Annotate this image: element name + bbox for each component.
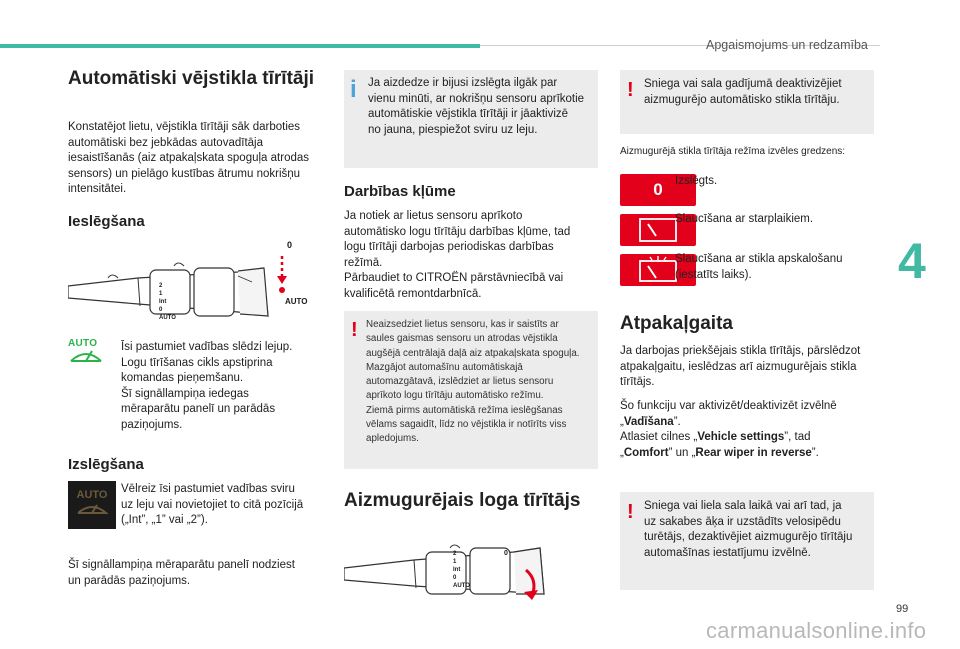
off-instructions: Vēlreiz īsi pastumiet vadības sviru uz leju vai novietojiet to citā pozīcijā („Int”, „1” vai „2”). [121,483,304,527]
watermark: carmanualsonline.info [706,618,927,643]
mode-off-text: Izslēgts. [675,175,718,187]
info-icon: i [350,76,357,103]
rear-lever-label-zero: 0 [504,550,508,557]
fault-heading: Darbības kļūme [344,183,456,200]
mode-off-icon: 0 [620,174,696,206]
warning-box-sensor: ! Neaizsedziet lietus sensoru, kas ir saistīts ar saules gaismas sensoru un atrodas vējstikla augšējā centrālajā daļā aiz atpakaļskata spoguļa. Mazgājot automašīnu automātiskajā automazgātavā, izslēdziet ar lietus sensoru aprīkoto logu tīrītāju automātisko režīmu. Ziemā pirms automātiskā režīma ieslēgšanas vēlams sagaidīt, līdz no vējstikla ir notīrīts viss apledojums. [344,311,598,469]
section-title: Apgaismojums un redzamība [706,38,868,52]
option-rear-wiper-in-reverse: Rear wiper in reverse [695,446,812,459]
rear-wiper-lever-illustration [344,530,584,606]
chapter-number: 4 [898,233,926,289]
mode-wash-text: Slaucīšana ar stikla apskalošanu (iestatīts laiks). [675,253,843,281]
reverse-heading: Atpakaļgaita [620,313,733,334]
rear-lever-position-marks: 2 1 Int 0 AUTO [453,551,470,589]
rear-wiper-heading: Aizmugurējais loga tīrītājs [344,490,581,511]
lever-position-marks: 2 1 Int 0 AUTO [159,283,176,321]
fault-paragraph: Ja notiek ar lietus sensoru aprīkoto automātisko logu tīrītāju darbības kļūme, tad logu tīrītāji darbojas periodiskas darbības režīmā. Pārbaudiet to CITROËN pārstāvniecībā vai kvalificētā remontdarbnīcā. [344,210,571,300]
page-title: Automātiski vējstikla tīrītāji [68,68,315,89]
mode-ring-intro: Aizmugurējā stikla tīrītāja režīma izvēles gredzens: [620,146,846,157]
on-instructions: Īsi pastumiet vadības slēdzi lejup. Logu tīrīšanas cikls apstiprina komandas pieņemšanu. Šī signāllampiņa iedegas mēraparātu panelī un parādās paziņojums. [121,341,293,431]
lever-label-zero: 0 [287,240,293,250]
page-number: 99 [896,603,909,615]
off-footer-text: Šī signāllampiņa mēraparātu panelī nodziest un parādās paziņojums. [68,559,295,587]
wiper-lever-illustration [68,238,318,330]
on-heading: Ieslēgšana [68,213,145,230]
warning-box-bike-carrier: ! Sniega vai liela sala laikā vai arī tad, ja uz sakabes āķa ir uzstādīts velosipēdu turētājs, dezaktivējiet aizmugurējo tīrītāju automašīnas iestatījumu izvēlnē. [620,492,874,590]
header-accent-bar [0,44,480,48]
intro-paragraph: Konstatējot lietu, vējstikla tīrītāji sāk darboties automātiski bez jebkādas autovadītāja iesaistīšanās (aiz atpakaļskata spoguļa atrodas sensors) un pielāgo kustības ātrumu nokrišņu intensitātei. [68,121,310,196]
info-box: i Ja aizdedze ir bijusi izslēgta ilgāk par vienu minūti, ar nokrišņu sensoru aprīkotie automātiskie vējstikla tīrītāji ir jāaktivizē no jauna, piespiežot sviru uz leju. [344,70,598,168]
tab-vehicle-settings: Vehicle settings [697,431,785,444]
mode-intermittent-text: Slaucīšana ar starplaikiem. [675,213,814,225]
off-heading: Izslēgšana [68,456,144,473]
warning-icon: ! [627,79,634,101]
auto-off-indicator-icon: AUTO [68,481,116,529]
lever-label-auto: AUTO [285,297,308,306]
auto-wipe-indicator-icon: AUTO [68,338,104,376]
reverse-paragraph-1: Ja darbojas priekšējais stikla tīrītājs, pārslēdzot atpakaļgaitu, ieslēdzas arī aizmugurējais stikla tīrītājs. [620,345,861,389]
warning-box-snow: ! Sniega vai sala gadījumā deaktivizējiet aizmugurējo automātisko stikla tīrītāju. [620,70,874,134]
warning-icon: ! [351,319,358,341]
warning-icon: ! [627,501,634,523]
reverse-paragraph-2: Šo funkciju var aktivizēt/deaktivizēt izvēlnē „Vadīšana”. Atlasiet cilnes „Vehicle settings”, tad „Comfort” un „Rear wiper in reverse”. [620,400,837,459]
tab-comfort: Comfort [623,446,669,459]
menu-name-driving: Vadīšana [623,415,674,428]
